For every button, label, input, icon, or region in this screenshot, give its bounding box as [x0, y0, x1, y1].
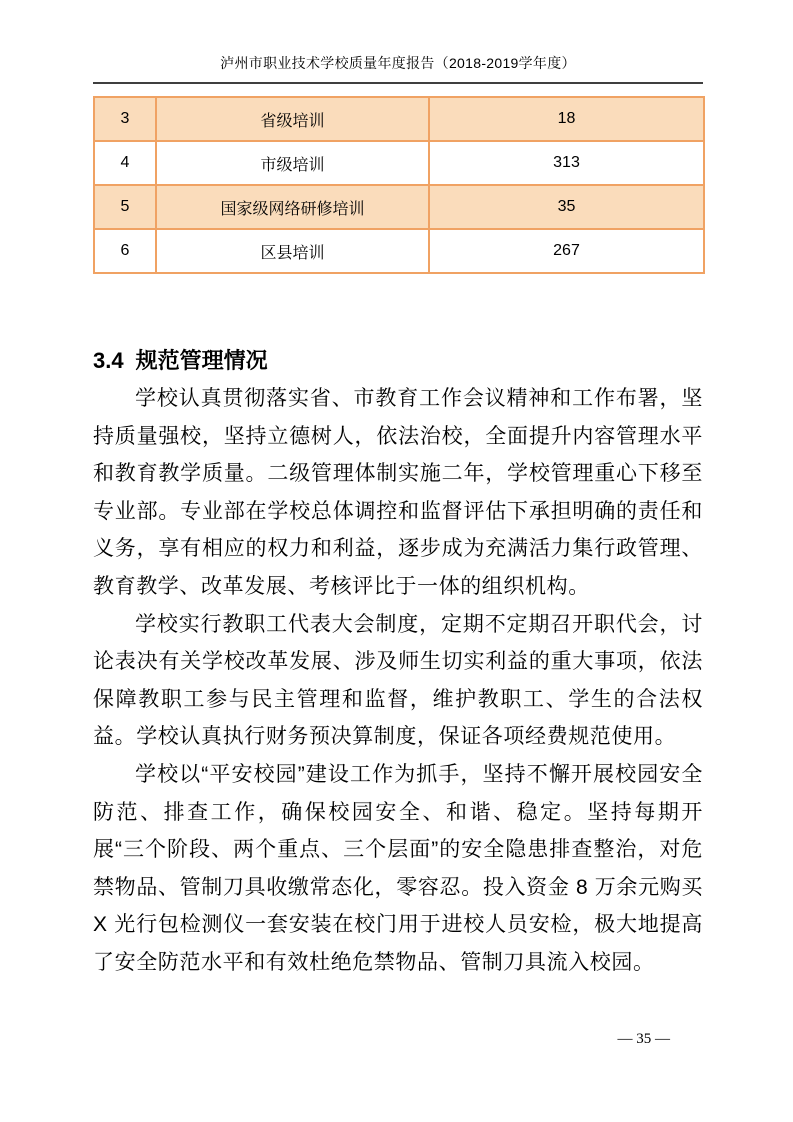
training-type-cell: 市级培训 — [156, 141, 429, 185]
page-number: — 35 — — [617, 1031, 670, 1047]
row-number-cell: 5 — [94, 185, 156, 229]
training-table — [93, 96, 705, 274]
row-number-cell: 6 — [94, 229, 156, 273]
section-title: 规范管理情况 — [135, 348, 268, 373]
paragraph: 学校实行教职工代表大会制度，定期不定期召开职代会，讨论表决有关学校改革发展、涉及师生切实利益的重大事项，依法保障教职工参与民主管理和监督，维护教职工、学生的合法权益。学校认真执行财务预决算制度，保证各项经费规范使用。 — [93, 612, 703, 749]
training-type-cell: 省级培训 — [156, 97, 429, 141]
report-title: 泸州市职业技术学校质量年度报告（2018-2019学年度） — [220, 55, 576, 71]
paragraph: 学校认真贯彻落实省、市教育工作会议精神和工作布署，坚持质量强校，坚持立德树人，依法治校，全面提升内容管理水平和教育教学质量。二级管理体制实施二年，学校管理重心下移至专业部。专业部在学校总体调控和监督评估下承担明确的责任和义务，享有相应的权力和利益，逐步成为充满活力集行政管理、教育教学、改革发展、考核评比于一体的组织机构。 — [93, 387, 703, 598]
training-count-cell: 267 — [429, 229, 704, 273]
training-count-cell: 18 — [429, 97, 704, 141]
training-count-cell: 313 — [429, 141, 704, 185]
table-row — [94, 185, 704, 229]
table-row — [94, 97, 704, 141]
table-row — [94, 141, 704, 185]
running-header — [93, 0, 703, 84]
training-type-cell: 国家级网络研修培训 — [156, 185, 429, 229]
training-count-cell: 35 — [429, 185, 704, 229]
section-number: 3.4 — [93, 348, 124, 373]
training-type-cell: 区县培训 — [156, 229, 429, 273]
page-content — [93, 0, 703, 982]
row-number-cell: 3 — [94, 97, 156, 141]
section-body — [93, 380, 703, 982]
paragraph: 学校以“平安校园”建设工作为抓手，坚持不懈开展校园安全防范、排查工作，确保校园安全、和谐、稳定。坚持每期开展“三个阶段、两个重点、三个层面”的安全隐患排查整治，对危禁物品、管制刀具收缴常态化，零容忍。投入资金 8 万余元购买 X 光行包检测仪一套安装在校门用于进校人员安检，极大地提高了安全防范水平和有效杜绝危禁物品、管制刀具流入校园。 — [93, 762, 703, 974]
table-row — [94, 229, 704, 273]
section-heading — [93, 346, 703, 376]
row-number-cell: 4 — [94, 141, 156, 185]
